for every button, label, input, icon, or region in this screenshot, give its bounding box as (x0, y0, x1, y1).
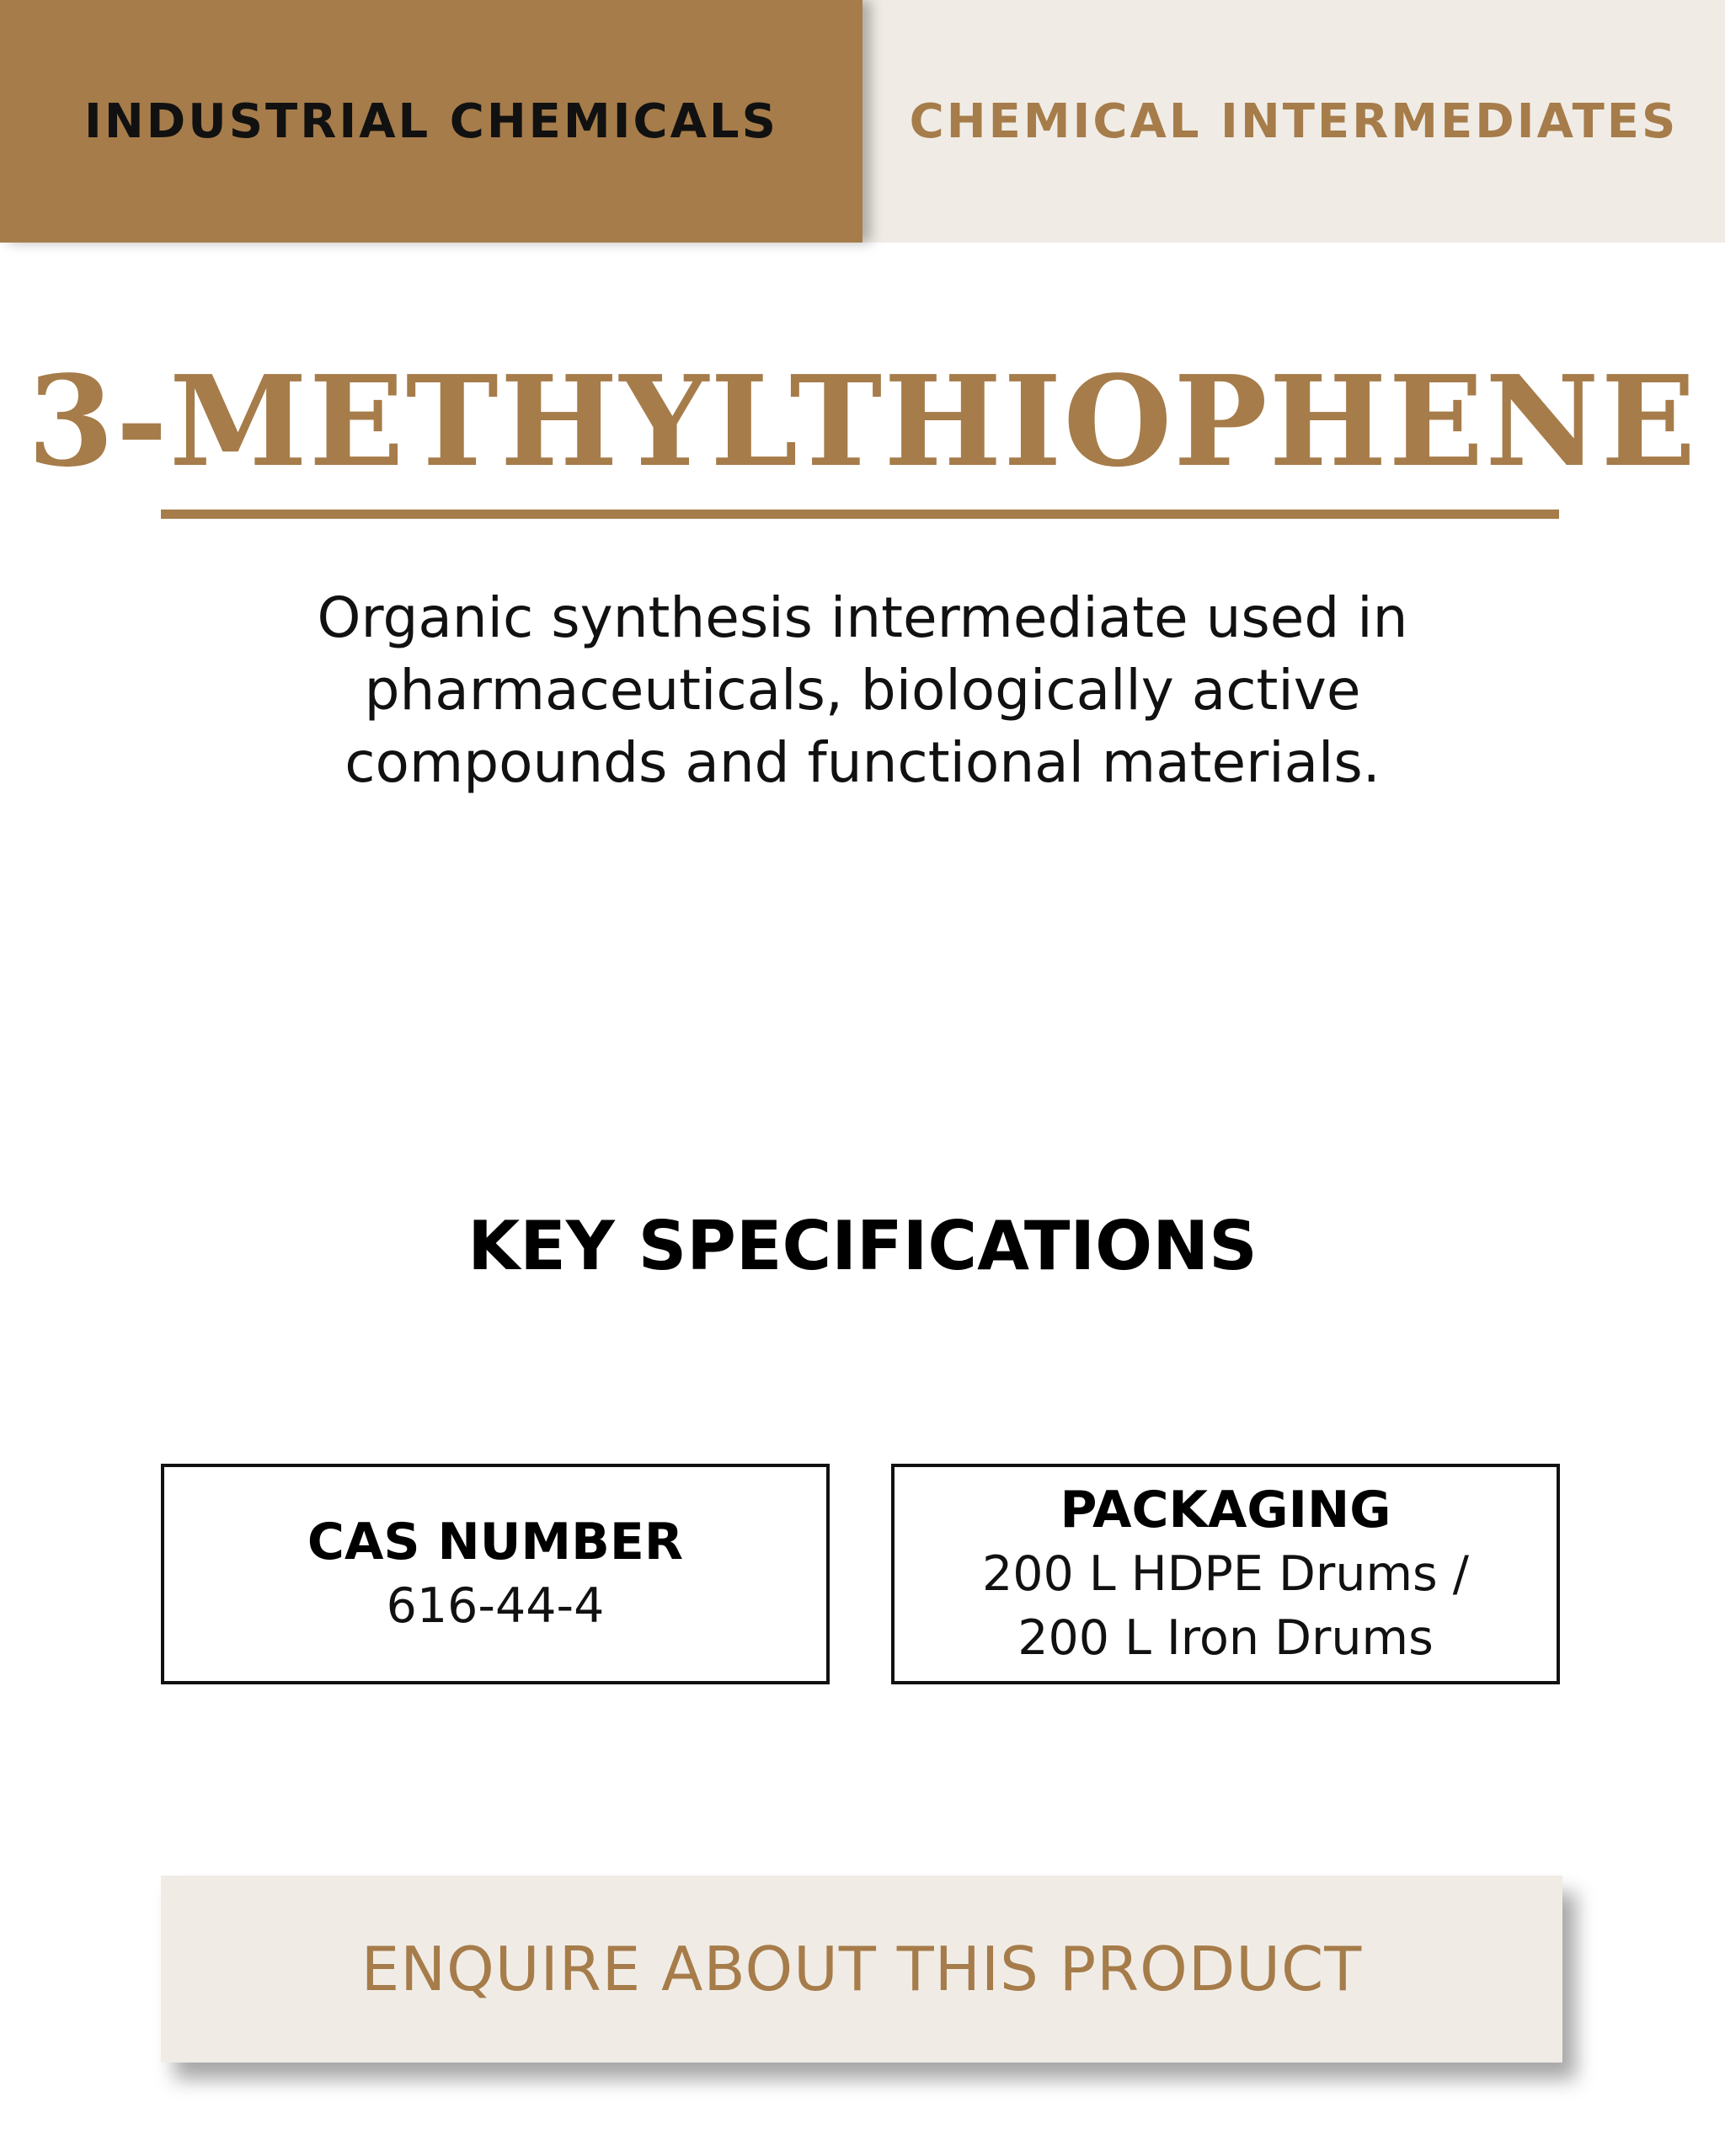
title-divider (161, 510, 1559, 519)
tab-industrial-chemicals[interactable]: INDUSTRIAL CHEMICALS (0, 0, 862, 243)
spec-label-cas-number: CAS NUMBER (307, 1513, 684, 1572)
enquire-button[interactable]: ENQUIRE ABOUT THIS PRODUCT (161, 1876, 1562, 2063)
tab-chemical-intermediates[interactable]: CHEMICAL INTERMEDIATES (862, 0, 1725, 243)
product-description: Organic synthesis intermediate used in pharmaceuticals, biologically active compounds and functional materials. (317, 585, 1408, 795)
spec-card-cas-number (161, 1464, 830, 1684)
specifications-heading: KEY SPECIFICATIONS (467, 1207, 1258, 1285)
category-tabs (0, 0, 1725, 243)
spec-value-packaging-line-2: 200 L Iron Drums (1017, 1610, 1434, 1666)
spec-label-packaging: PACKAGING (1060, 1481, 1391, 1540)
spec-value-cas-number: 616-44-4 (386, 1578, 605, 1634)
spec-value-packaging-line-1: 200 L HDPE Drums / (981, 1546, 1470, 1602)
spec-card-packaging (891, 1464, 1560, 1684)
product-title: 3-METHYLTHIOPHENE (27, 348, 1698, 494)
